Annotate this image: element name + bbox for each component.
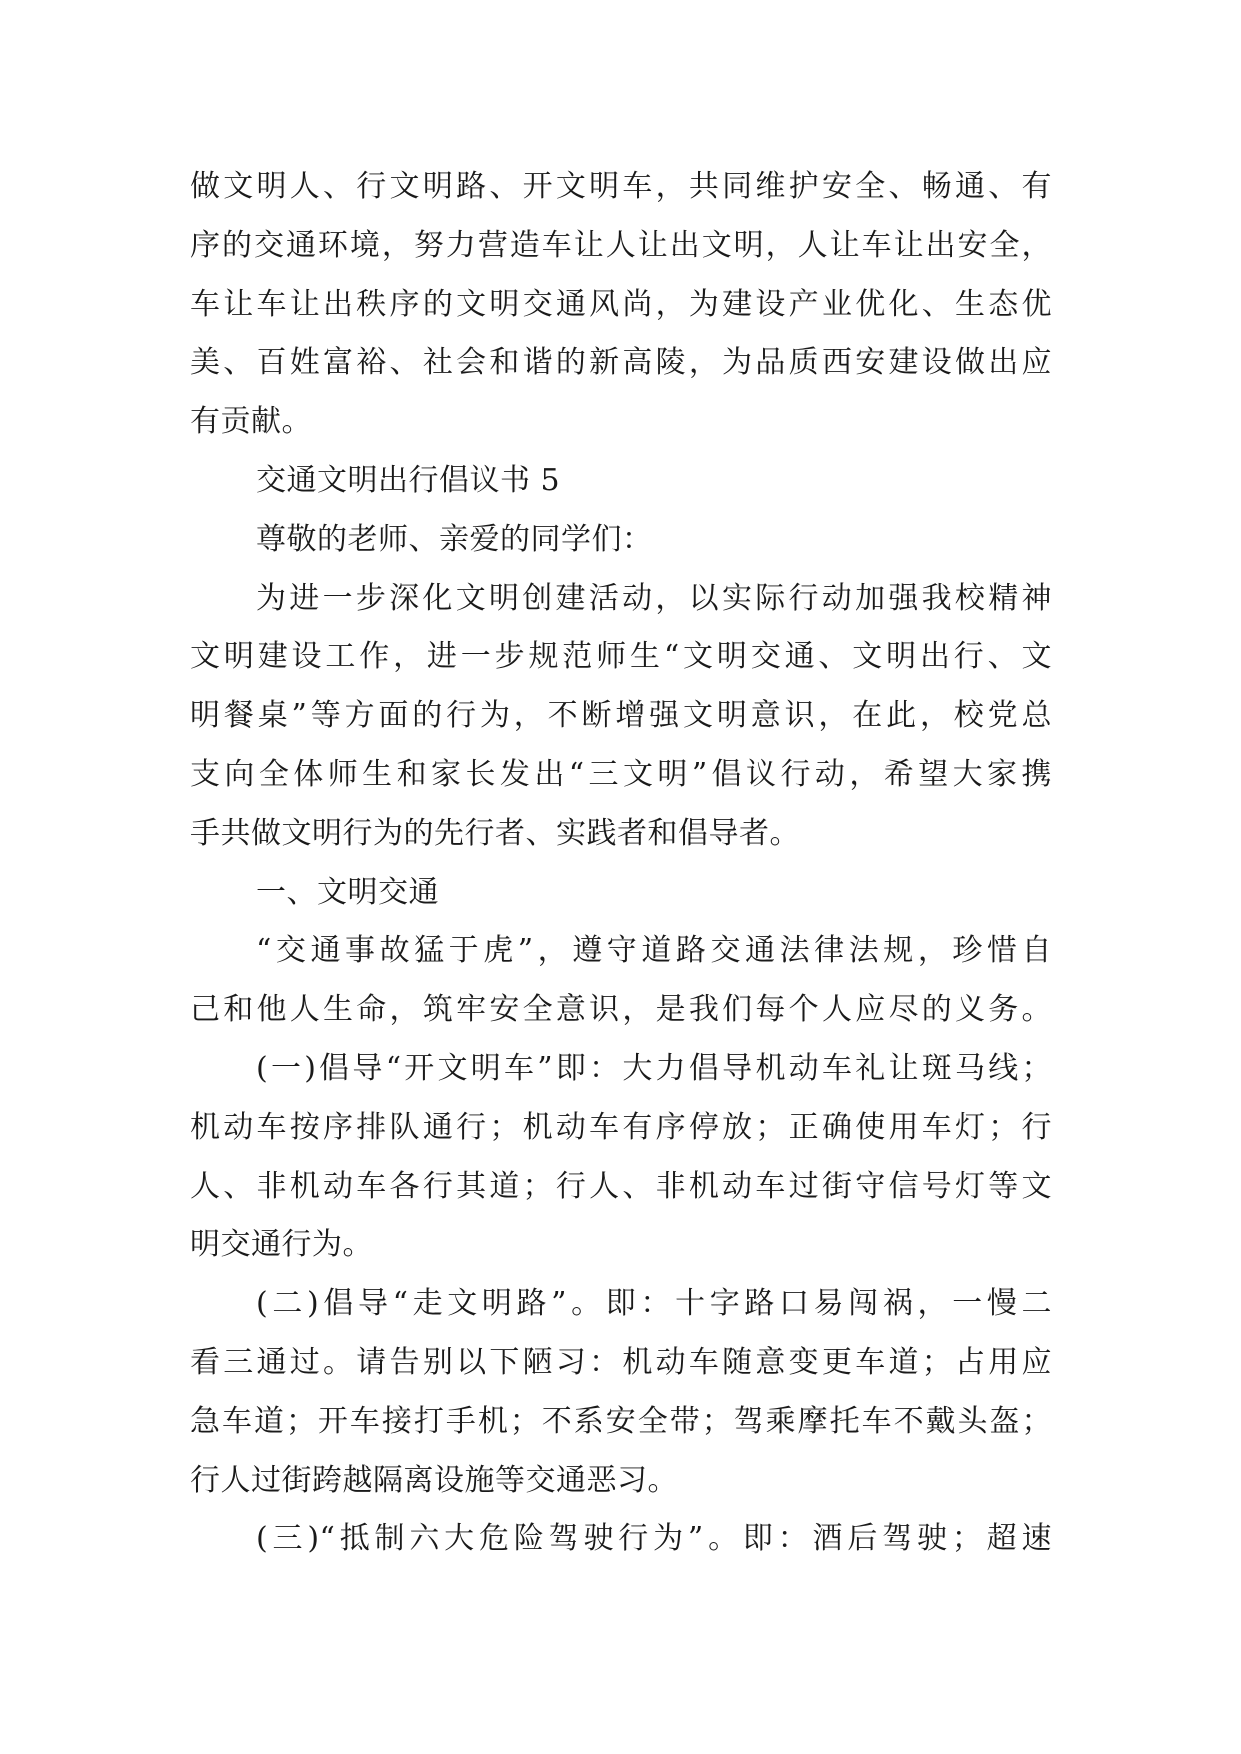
text-line: “交通事故猛于虎”，遵守道路交通法律法规，珍惜自: [256, 933, 1052, 969]
text-line: 支向全体师生和家长发出“三文明”倡议行动，希望大家携: [190, 756, 1052, 792]
document-body: [190, 158, 1052, 1569]
text-line: 有贡献。: [190, 404, 312, 440]
text-line: 机动车按序排队通行；机动车有序停放；正确使用车灯；行: [190, 1109, 1052, 1145]
text-line: 急车道；开车接打手机；不系安全带；驾乘摩托车不戴头盔；: [190, 1403, 1052, 1439]
text-line: 交通文明出行倡议书 5: [256, 462, 561, 498]
text-line: 行人过街跨越隔离设施等交通恶习。: [190, 1462, 678, 1498]
text-line: 明餐桌”等方面的行为，不断增强文明意识，在此，校党总: [190, 698, 1052, 734]
text-line: 尊敬的老师、亲爱的同学们：: [256, 521, 653, 557]
text-line: 人、非机动车各行其道；行人、非机动车过街守信号灯等文: [190, 1168, 1052, 1204]
text-line: 看三通过。请告别以下陋习：机动车随意变更车道；占用应: [190, 1344, 1052, 1380]
text-line: (二)倡导“走文明路”。即：十字路口易闯祸，一慢二: [256, 1286, 1052, 1322]
text-line: 手共做文明行为的先行者、实践者和倡导者。: [190, 815, 800, 851]
text-line: 美、百姓富裕、社会和谐的新高陵，为品质西安建设做出应: [190, 345, 1052, 381]
text-line: 为进一步深化文明创建活动，以实际行动加强我校精神: [256, 580, 1052, 616]
text-line: 做文明人、行文明路、开文明车，共同维护安全、畅通、有: [190, 169, 1052, 204]
text-line: 文明建设工作，进一步规范师生“文明交通、文明出行、文: [190, 639, 1052, 675]
text-line: 明交通行为。: [190, 1227, 373, 1263]
text-line: 己和他人生命，筑牢安全意识，是我们每个人应尽的义务。: [190, 992, 1052, 1028]
text-line: 一、文明交通: [256, 874, 439, 910]
text-line: (三)“抵制六大危险驾驶行为”。即：酒后驾驶；超速: [256, 1521, 1052, 1557]
text-line: 序的交通环境，努力营造车让人让出文明，人让车让出安全，: [190, 227, 1052, 263]
text-line: (一)倡导“开文明车”即：大力倡导机动车礼让斑马线；: [256, 1050, 1052, 1086]
text-line: 车让车让出秩序的文明交通风尚，为建设产业优化、生态优: [190, 286, 1052, 322]
